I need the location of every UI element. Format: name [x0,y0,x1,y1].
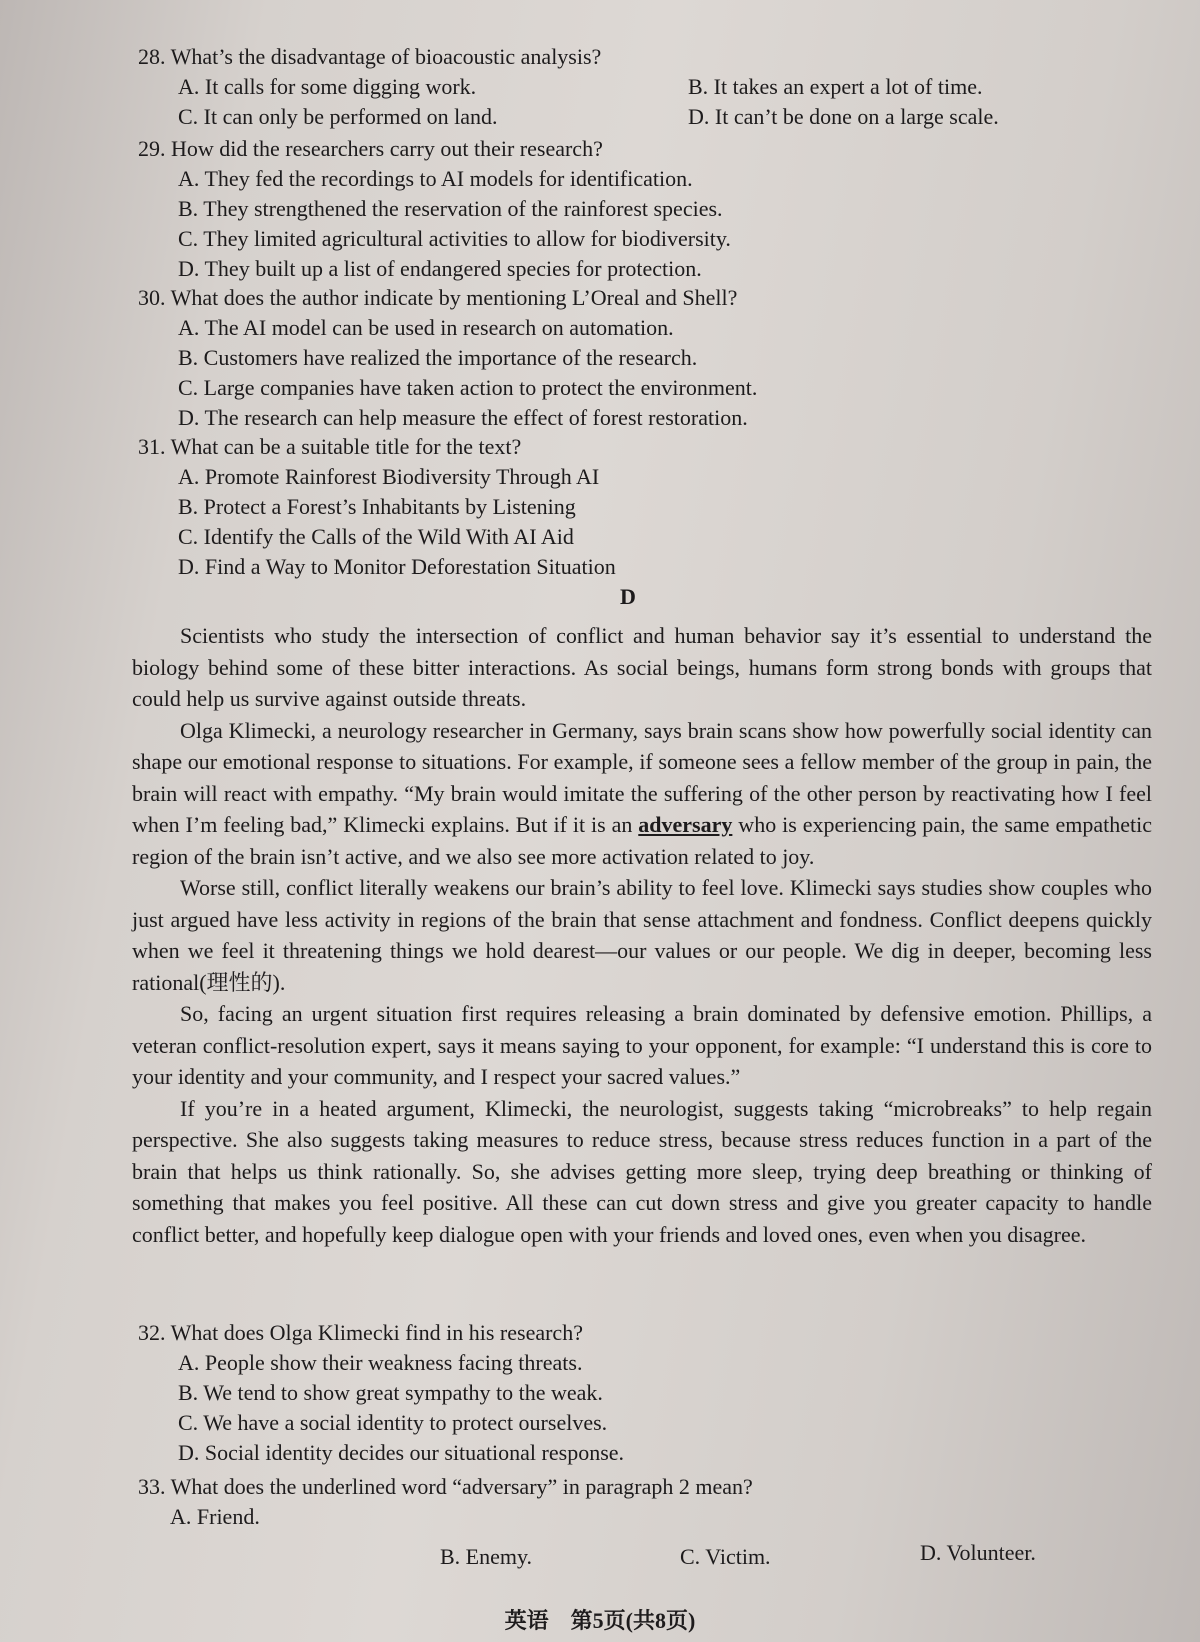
options-row [138,72,1158,102]
paragraph-2-text-b: who is experiencing pain, the same empathetic region of the brain isn’t active, and we also see more activation related to joy. [132,812,1152,869]
question-stem: 30. What does the author indicate by mentioning L’Oreal and Shell? [138,285,738,310]
question-stem: 28. What’s the disadvantage of bioacoustic analysis? [138,44,602,69]
option-a: A. Promote Rainforest Biodiversity Through AI [178,464,600,489]
paragraph-1: Scientists who study the intersection of conflict and human behavior say it’s essential to understand the biology behind some of these bitter interactions. As social beings, humans form strong bonds with groups that could help us survive against outside threats. [132,623,1152,711]
question-30 [138,283,1158,433]
question-stem: 29. How did the researchers carry out their research? [138,136,603,161]
option-d: D. They built up a list of endangered species for protection. [178,256,702,281]
option-c: C. Large companies have taken action to protect the environment. [178,375,758,400]
question-29 [138,134,1158,284]
option-d: D. It can’t be done on a large scale. [688,104,999,129]
question-32 [138,1318,1158,1468]
question-33 [138,1472,1158,1502]
option-c: C. Victim. [680,1544,771,1569]
option-d: D. Find a Way to Monitor Deforestation Situation [178,554,616,579]
option-a: A. People show their weakness facing threats. [178,1350,583,1375]
question-33-options [170,1504,1070,1584]
option-d: D. Social identity decides our situational response. [178,1440,625,1465]
option-b: B. We tend to show great sympathy to the weak. [178,1380,603,1405]
option-a: A. They fed the recordings to AI models for identification. [178,166,693,191]
option-c: C. We have a social identity to protect ourselves. [178,1410,608,1435]
question-stem: 32. What does Olga Klimecki find in his research? [138,1320,583,1345]
option-c: C. Identify the Calls of the Wild With AI Aid [178,524,574,549]
option-b: B. Enemy. [440,1544,533,1569]
paragraph-3: Worse still, conflict literally weakens our brain’s ability to feel love. Klimecki says studies show couples who just argued have less activity in regions of the brain that sense attachment and fondness. Conflict deepens quickly when we feel it threatening things we hold dearest—our values or our people. We dig in deeper, becoming less rational(理性的). [132,875,1152,995]
option-c: C. It can only be performed on land. [178,104,498,129]
question-stem: 31. What can be a suitable title for the text? [138,434,522,459]
option-a: A. It calls for some digging work. [178,74,477,99]
paragraph-5: If you’re in a heated argument, Klimecki, the neurologist, suggests taking “microbreaks” to help regain perspective. She also suggests taking measures to reduce stress, because stress reduces function in a part of the brain that helps us think rationally. So, she advises getting more sleep, trying deep breathing or thinking of something that makes you feel positive. All these can cut down stress and give you greater capacity to handle conflict better, and hopefully keep dialogue open with your friends and loved ones, even when you disagree. [132,1095,1152,1247]
page-footer: 英语 第5页(共8页) [504,1608,696,1633]
paragraph-2-text-a: Olga Klimecki, a neurology researcher in Germany, says brain scans show how powerfully social identity can shape our emotional response to situations. For example, if someone sees a fellow member of the group in pain, the brain will react with empathy. “My brain would imitate the suffering of the other person by reactivating how I feel when I’m feeling bad,” Klimecki explains. But if it is an [132,717,1152,837]
option-c: C. They limited agricultural activities to allow for biodiversity. [178,226,731,251]
option-a: A. The AI model can be used in research on automation. [178,315,674,340]
paragraph-2 [132,715,1152,873]
section-heading: D [620,584,636,609]
options-row [138,102,1158,132]
option-d: D. Volunteer. [920,1540,1036,1565]
option-b: B. Protect a Forest’s Inhabitants by Listening [178,494,576,519]
option-b: B. It takes an expert a lot of time. [688,74,983,99]
question-28 [138,42,1158,132]
option-a: A. Friend. [170,1504,260,1529]
option-b: B. Customers have realized the importance of the research. [178,345,698,370]
paragraph-4: So, facing an urgent situation first requires releasing a brain dominated by defensive emotion. Phillips, a veteran conflict-resolution expert, says it means saying to your opponent, for example: “I understand this is core to your identity and your community, and I respect your sacred values.” [132,1001,1152,1089]
passage-d [132,620,1152,1250]
question-31 [138,432,1158,582]
option-b: B. They strengthened the reservation of the rainforest species. [178,196,723,221]
option-d: D. The research can help measure the effect of forest restoration. [178,405,748,430]
underlined-word: adversary [638,812,733,837]
question-stem: 33. What does the underlined word “adversary” in paragraph 2 mean? [138,1474,753,1499]
